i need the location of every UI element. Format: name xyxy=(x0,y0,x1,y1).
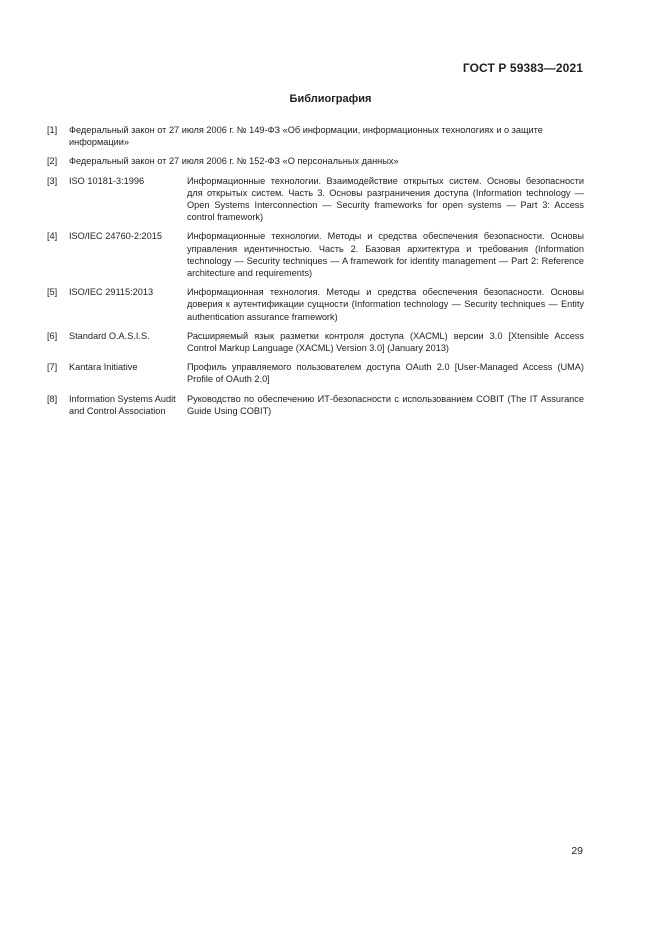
bibliography-list xyxy=(47,124,584,424)
entry-text: Профиль управляемого пользователем доступа OAuth 2.0 [User-Managed Access (UMA) Profile of OAuth 2.0] xyxy=(187,362,584,385)
entry-text: Информационные технологии. Методы и средства обеспечения безопасности. Основы управления идентичностью. Часть 2. Базовая архитектура и требования (Information technology — Security techniques — A framework for identity management — Part 2: Reference architecture and requirements) xyxy=(187,231,584,279)
entry-document-id: Standard O.A.S.I.S. xyxy=(69,330,150,341)
entry-number: [3] xyxy=(47,175,58,186)
entry-number: [6] xyxy=(47,330,58,341)
bibliography-entry-3 xyxy=(47,175,584,224)
entry-number: [2] xyxy=(47,156,58,167)
entry-document-id: ISO/IEC 29115:2013 xyxy=(69,287,154,298)
entry-text: Федеральный закон от 27 июля 2006 г. № 152-ФЗ «О персональных данных» xyxy=(69,156,399,167)
entry-number: [1] xyxy=(47,125,58,135)
bibliography-entry-6 xyxy=(47,330,584,354)
entry-text: Руководство по обеспечению ИТ-безопасности с использованием COBIT (The IT Assurance Guide Using COBIT) xyxy=(187,393,584,416)
entry-text: Информационная технология. Методы и средства обеспечения безопасности. Основы доверия к аутентификации сущности (Information technology — Security techniques — Entity authentication assurance framework) xyxy=(187,287,584,322)
entry-text: Информационные технологии. Взаимодействие открытых систем. Основы безопасности для открытых систем. Часть 3. Основы разграничения доступа (Information technology — Open Systems Interconnection — Security frameworks for open systems — Part 3: Access control framework) xyxy=(187,175,584,223)
entry-document-id: ISO 10181-3:1996 xyxy=(69,175,145,186)
section-title: Библиография xyxy=(289,93,372,105)
bibliography-entry-8 xyxy=(47,393,584,417)
bibliography-entry-2 xyxy=(47,155,584,167)
entry-number: [5] xyxy=(47,287,58,298)
entry-number: [4] xyxy=(47,231,58,242)
bibliography-entry-4 xyxy=(47,230,584,279)
page-number: 29 xyxy=(571,845,583,857)
entry-number: [8] xyxy=(47,393,58,404)
entry-text: Федеральный закон от 27 июля 2006 г. № 149-ФЗ «Об информации, информационных технологиях и о защите информации» xyxy=(69,125,543,148)
entry-document-id: ISO/IEC 24760-2:2015 xyxy=(69,231,162,242)
entry-number: [7] xyxy=(47,362,58,373)
bibliography-entry-5 xyxy=(47,286,584,323)
bibliography-entry-7 xyxy=(47,361,584,385)
entry-document-id: Information Systems Audit and Control Association xyxy=(69,393,176,416)
entry-document-id: Kantara Initiative xyxy=(69,362,138,373)
bibliography-entry-1 xyxy=(47,124,584,148)
entry-text: Расширяемый язык разметки контроля доступа (XACML) версии 3.0 [Xtensible Access Control Markup Language (XACML) Version 3.0] (January 2013) xyxy=(187,330,584,354)
standard-number: ГОСТ Р 59383—2021 xyxy=(462,61,583,75)
